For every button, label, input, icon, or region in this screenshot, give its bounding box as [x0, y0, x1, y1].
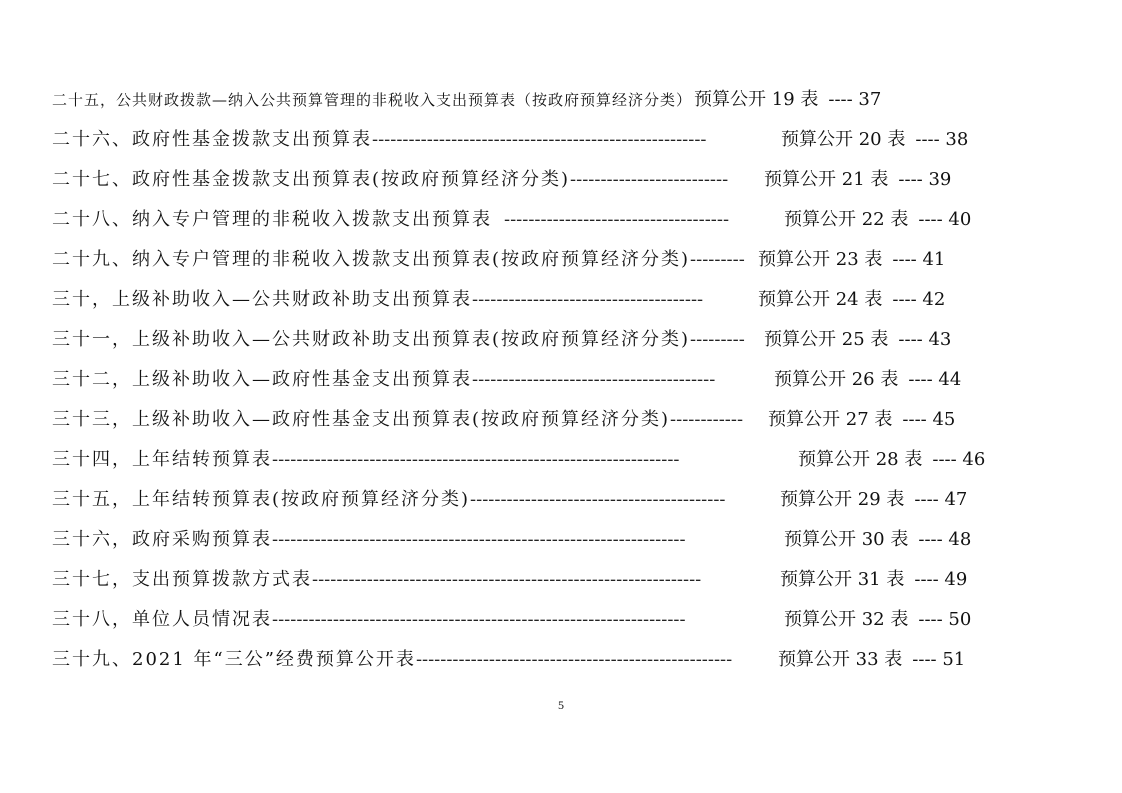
toc-page-number: ---- 47 [914, 489, 968, 510]
toc-entry-33[interactable] [52, 400, 1062, 440]
toc-leader: ------------------------------------------ [470, 489, 726, 510]
toc-page-number: ---- 42 [892, 289, 946, 310]
toc-leader: --------- [690, 249, 745, 270]
toc-entry-38[interactable] [52, 600, 1062, 640]
toc-table-ref: 预算公开 25 表 [764, 329, 889, 350]
toc-page-number: ---- 39 [898, 169, 952, 190]
toc-entry-title: 二十六、政府性基金拨款支出预算表 [52, 129, 372, 150]
toc-entry-34[interactable] [52, 440, 1062, 480]
toc-entry-title: 三十九、2021 年“三公”经费预算公开表 [52, 649, 416, 670]
toc-page-number: ---- 49 [914, 569, 968, 590]
toc-page-number: ---- 40 [918, 209, 972, 230]
toc-table-ref: 预算公开 33 表 [777, 649, 903, 670]
toc-table-ref: 预算公开 29 表 [780, 489, 905, 510]
toc-table-ref: 预算公开 28 表 [798, 449, 923, 470]
toc-leader: ------------------------------------- [504, 209, 730, 230]
toc-entry-32[interactable] [52, 360, 1062, 400]
toc-entry-title: 三十三，上级补助收入—政府性基金支出预算表(按政府预算经济分类) [52, 409, 671, 430]
toc-entry-title: 二十五，公共财政拨款—纳入公共预算管理的非税收入支出预算表（按政府预算经济分类） [52, 91, 693, 109]
toc-page-number: ---- 41 [892, 249, 946, 270]
toc-entry-31[interactable] [52, 320, 1062, 360]
toc-table-ref: 预算公开 31 表 [780, 569, 905, 590]
toc-leader: --------- [690, 329, 745, 350]
page-number: 5 [558, 698, 564, 712]
toc-entry-title: 三十五，上年结转预算表(按政府预算经济分类) [52, 489, 471, 510]
toc-page-number: ---- 51 [912, 649, 966, 670]
toc-entry-title: 三十，上级补助收入—公共财政补助支出预算表 [52, 289, 472, 310]
toc-entry-title: 二十八、纳入专户管理的非税收入拨款支出预算表 [52, 209, 492, 230]
toc-leader: -------------------------------------------------------------------- [272, 609, 686, 630]
toc-entry-title: 三十八，单位人员情况表 [52, 609, 272, 630]
toc-leader: -------------------------- [570, 169, 729, 190]
toc-table-ref: 预算公开 22 表 [784, 209, 909, 230]
toc-entry-28[interactable] [52, 200, 1062, 240]
toc-entry-title: 三十二，上级补助收入—政府性基金支出预算表 [52, 369, 472, 390]
toc-entry-title: 二十七、政府性基金拨款支出预算表(按政府预算经济分类) [52, 169, 571, 190]
toc-leader: ------------------------------------------------------- [372, 129, 707, 150]
toc-table-ref: 预算公开 27 表 [768, 409, 893, 430]
toc-leader: ------------------------------------------------------------------- [272, 449, 680, 470]
toc-leader: ------------ [670, 409, 744, 430]
toc-table-ref: 预算公开 21 表 [764, 169, 889, 190]
toc-table-ref: 预算公开 23 表 [758, 249, 883, 270]
toc-page-number: ---- 50 [918, 609, 972, 630]
toc-table-ref: 预算公开 32 表 [784, 609, 909, 630]
toc-page-number: ---- 37 [828, 89, 882, 110]
toc-entry-title: 三十七，支出预算拨款方式表 [52, 569, 312, 590]
toc-entry-30[interactable] [52, 280, 1062, 320]
toc-leader: ---------------------------------------- [472, 369, 716, 390]
toc-leader: -------------------------------------- [472, 289, 704, 310]
toc-entry-27[interactable] [52, 160, 1062, 200]
toc-entry-title: 三十六，政府采购预算表 [52, 529, 272, 550]
toc-entry-39[interactable] [52, 640, 1062, 680]
toc-page-number: ---- 38 [915, 129, 969, 150]
toc-page-number: ---- 48 [918, 529, 972, 550]
toc-page-number: ---- 45 [902, 409, 956, 430]
toc-entry-25[interactable] [52, 80, 1062, 120]
toc-entry-title: 三十四，上年结转预算表 [52, 449, 272, 470]
toc-entry-26[interactable] [52, 120, 1062, 160]
toc-leader: ---------------------------------------------------- [415, 649, 733, 670]
toc-entry-title: 三十一，上级补助收入—公共财政补助支出预算表(按政府预算经济分类) [52, 329, 691, 350]
toc-table-ref: 预算公开 26 表 [774, 369, 899, 390]
toc-entry-36[interactable] [52, 520, 1062, 560]
table-of-contents [52, 80, 1062, 680]
toc-leader: -------------------------------------------------------------------- [272, 529, 686, 550]
toc-leader: ---------------------------------------------------------------- [312, 569, 702, 590]
toc-table-ref: 预算公开 20 表 [781, 129, 906, 150]
toc-table-ref: 预算公开 24 表 [758, 289, 883, 310]
toc-page-number: ---- 44 [908, 369, 962, 390]
toc-entry-title: 二十九、纳入专户管理的非税收入拨款支出预算表(按政府预算经济分类) [52, 249, 691, 270]
toc-table-ref: 预算公开 30 表 [784, 529, 909, 550]
toc-entry-35[interactable] [52, 480, 1062, 520]
toc-table-ref: 预算公开 19 表 [694, 89, 819, 110]
toc-entry-29[interactable] [52, 240, 1062, 280]
toc-entry-37[interactable] [52, 560, 1062, 600]
toc-page-number: ---- 43 [898, 329, 952, 350]
toc-page-number: ---- 46 [932, 449, 986, 470]
